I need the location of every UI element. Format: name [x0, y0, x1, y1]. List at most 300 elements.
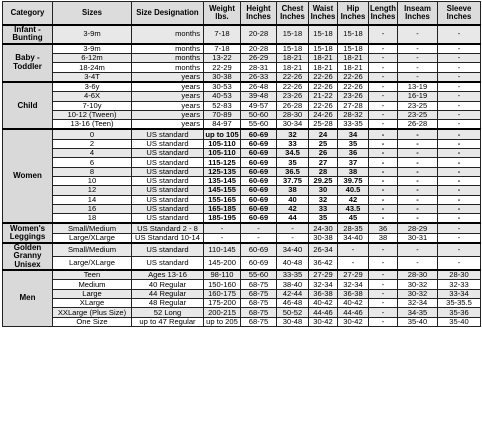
column-header-unit: Inches: [446, 12, 472, 21]
cell-waist: 18-21: [309, 63, 338, 72]
table-row: [3, 149, 481, 158]
cell-weight: 13-22: [204, 54, 241, 63]
cell-chest: -: [277, 223, 309, 233]
table-header: [3, 2, 481, 26]
cell-height: 60-69: [241, 257, 277, 271]
cell-chest: 34.5: [277, 149, 309, 158]
cell-chest: 34-40: [277, 243, 309, 257]
cell-designation: US standard: [132, 257, 204, 271]
category-cell: Women: [3, 129, 53, 223]
cell-designation: 40 Regular: [132, 280, 204, 289]
cell-height: 60-69: [241, 129, 277, 139]
cell-hip: 34: [338, 129, 369, 139]
cell-hip: 22-26: [338, 72, 369, 82]
cell-inseam: -: [398, 139, 438, 148]
cell-inseam: -: [398, 149, 438, 158]
column-header-label: Inseam: [404, 3, 431, 13]
cell-weight: 175-200: [204, 299, 241, 308]
column-header-hip: [338, 2, 369, 26]
cell-sleeve: -: [438, 233, 481, 243]
cell-weight: 30-53: [204, 82, 241, 92]
cell-inseam: -: [398, 44, 438, 54]
cell-inseam: -: [398, 63, 438, 72]
table-row: [3, 317, 481, 326]
cell-hip: 40.5: [338, 186, 369, 195]
table-row: [3, 158, 481, 167]
cell-designation: 44 Regular: [132, 289, 204, 298]
cell-waist: 32-34: [309, 280, 338, 289]
cell-inseam: -: [398, 176, 438, 185]
cell-waist: 25: [309, 139, 338, 148]
table-row: [3, 129, 481, 139]
cell-height: -: [241, 233, 277, 243]
cell-hip: 15-18: [338, 25, 369, 44]
cell-waist: 15-18: [309, 25, 338, 44]
cell-chest: 28-30: [277, 110, 309, 119]
table-row: [3, 195, 481, 204]
cell-chest: 33-35: [277, 270, 309, 280]
cell-length: -: [369, 214, 398, 224]
cell-length: -: [369, 204, 398, 213]
cell-height: 55-60: [241, 270, 277, 280]
cell-waist: 22-26: [309, 82, 338, 92]
cell-hip: 30-42: [338, 317, 369, 326]
cell-inseam: -: [398, 257, 438, 271]
cell-length: -: [369, 289, 398, 298]
cell-hip: 38: [338, 167, 369, 176]
cell-height: 60-69: [241, 214, 277, 224]
cell-waist: 32: [309, 195, 338, 204]
cell-sleeve: -: [438, 92, 481, 101]
cell-height: 60-69: [241, 176, 277, 185]
cell-sleeve: -: [438, 195, 481, 204]
cell-chest: 18-21: [277, 54, 309, 63]
cell-length: -: [369, 63, 398, 72]
cell-size: Small/Medium: [53, 243, 132, 257]
cell-chest: 33: [277, 139, 309, 148]
cell-length: -: [369, 54, 398, 63]
cell-length: -: [369, 82, 398, 92]
cell-waist: 22-26: [309, 101, 338, 110]
cell-length: -: [369, 129, 398, 139]
cell-size: Large/XLarge: [53, 233, 132, 243]
cell-weight: 52-83: [204, 101, 241, 110]
cell-size: XLarge: [53, 299, 132, 308]
cell-size: 4-6X: [53, 92, 132, 101]
cell-weight: 7-18: [204, 25, 241, 44]
cell-sleeve: 35-40: [438, 317, 481, 326]
cell-weight: 30-38: [204, 72, 241, 82]
cell-inseam: -: [398, 186, 438, 195]
cell-waist: 18-21: [309, 54, 338, 63]
cell-hip: -: [338, 257, 369, 271]
cell-height: 60-69: [241, 195, 277, 204]
cell-height: 28-31: [241, 63, 277, 72]
column-header-weight: [204, 2, 241, 26]
cell-height: 26-33: [241, 72, 277, 82]
cell-inseam: 28-30: [398, 270, 438, 280]
cell-size: Large: [53, 289, 132, 298]
table-row: [3, 82, 481, 92]
cell-sleeve: -: [438, 223, 481, 233]
column-header-height: [241, 2, 277, 26]
cell-sleeve: -: [438, 204, 481, 213]
cell-chest: 40-48: [277, 257, 309, 271]
cell-sleeve: 32-33: [438, 280, 481, 289]
cell-length: -: [369, 72, 398, 82]
cell-size: 18: [53, 214, 132, 224]
cell-hip: 42: [338, 195, 369, 204]
cell-chest: 32: [277, 129, 309, 139]
column-header-label: Sizes: [82, 7, 102, 17]
cell-inseam: -: [398, 54, 438, 63]
cell-hip: 36: [338, 149, 369, 158]
cell-chest: 30-48: [277, 317, 309, 326]
column-header-label: Height: [246, 3, 271, 13]
cell-designation: US standard: [132, 158, 204, 167]
cell-inseam: 23-25: [398, 101, 438, 110]
cell-hip: 39.75: [338, 176, 369, 185]
cell-height: 68-75: [241, 299, 277, 308]
cell-inseam: 30-32: [398, 280, 438, 289]
cell-size: 10-12 (Tween): [53, 110, 132, 119]
cell-size: 6-12m: [53, 54, 132, 63]
cell-weight: -: [204, 233, 241, 243]
cell-hip: 18-21: [338, 54, 369, 63]
category-cell: Baby - Toddler: [3, 44, 53, 82]
cell-inseam: 30-31: [398, 233, 438, 243]
cell-height: 60-69: [241, 204, 277, 213]
cell-designation: months: [132, 63, 204, 72]
cell-designation: US Standard 2 - 8: [132, 223, 204, 233]
cell-chest: 37.75: [277, 176, 309, 185]
cell-chest: 22-26: [277, 72, 309, 82]
cell-inseam: 32-34: [398, 299, 438, 308]
column-header-label: Category: [10, 7, 45, 17]
cell-height: 39-48: [241, 92, 277, 101]
cell-designation: months: [132, 54, 204, 63]
cell-sleeve: -: [438, 44, 481, 54]
cell-inseam: -: [398, 204, 438, 213]
cell-hip: 36-38: [338, 289, 369, 298]
cell-sleeve: -: [438, 186, 481, 195]
cell-weight: 185-195: [204, 214, 241, 224]
cell-chest: -: [277, 233, 309, 243]
cell-weight: 70-89: [204, 110, 241, 119]
cell-height: 68-75: [241, 308, 277, 317]
cell-size: Medium: [53, 280, 132, 289]
cell-waist: 29.25: [309, 176, 338, 185]
cell-length: -: [369, 25, 398, 44]
cell-hip: 27-28: [338, 101, 369, 110]
table-row: [3, 54, 481, 63]
table-row: [3, 257, 481, 271]
column-header-label: Weight: [209, 3, 235, 13]
cell-size: Teen: [53, 270, 132, 280]
cell-sleeve: -: [438, 82, 481, 92]
cell-waist: 36-42: [309, 257, 338, 271]
cell-length: -: [369, 110, 398, 119]
table-row: [3, 72, 481, 82]
column-header-waist: [309, 2, 338, 26]
cell-sleeve: -: [438, 25, 481, 44]
cell-chest: 15-18: [277, 44, 309, 54]
cell-hip: 15-18: [338, 44, 369, 54]
cell-sleeve: 35-35.5: [438, 299, 481, 308]
table-row: [3, 167, 481, 176]
cell-designation: US standard: [132, 243, 204, 257]
cell-waist: 24-26: [309, 110, 338, 119]
cell-designation: years: [132, 82, 204, 92]
cell-sleeve: -: [438, 120, 481, 130]
cell-length: -: [369, 243, 398, 257]
cell-length: 38: [369, 233, 398, 243]
cell-length: -: [369, 317, 398, 326]
cell-designation: Ages 13-16: [132, 270, 204, 280]
cell-sleeve: -: [438, 257, 481, 271]
cell-waist: 27-29: [309, 270, 338, 280]
cell-waist: 27: [309, 158, 338, 167]
cell-inseam: -: [398, 129, 438, 139]
table-row: [3, 92, 481, 101]
table-row: [3, 233, 481, 243]
cell-height: 49-57: [241, 101, 277, 110]
cell-weight: 150-160: [204, 280, 241, 289]
table-row: [3, 25, 481, 44]
cell-length: -: [369, 139, 398, 148]
cell-sleeve: -: [438, 149, 481, 158]
cell-sleeve: 35-36: [438, 308, 481, 317]
cell-inseam: -: [398, 195, 438, 204]
cell-waist: 28: [309, 167, 338, 176]
table-row: [3, 139, 481, 148]
table-row: [3, 120, 481, 130]
cell-designation: US standard: [132, 167, 204, 176]
cell-waist: 15-18: [309, 44, 338, 54]
column-header-label: Waist: [312, 3, 334, 13]
cell-hip: 44-46: [338, 308, 369, 317]
cell-hip: 33-35: [338, 120, 369, 130]
column-header-unit: Inches: [246, 12, 271, 21]
cell-designation: months: [132, 44, 204, 54]
cell-length: -: [369, 92, 398, 101]
cell-sleeve: -: [438, 158, 481, 167]
cell-designation: US standard: [132, 149, 204, 158]
cell-chest: 18-21: [277, 63, 309, 72]
cell-length: -: [369, 186, 398, 195]
cell-size: 14: [53, 195, 132, 204]
cell-weight: up to 105: [205, 129, 239, 139]
category-cell: Child: [3, 82, 53, 129]
cell-height: 60-69: [241, 243, 277, 257]
cell-waist: 40-42: [309, 299, 338, 308]
cell-weight: 145-155: [204, 186, 241, 195]
cell-designation: up to 47 Regular: [132, 317, 204, 326]
cell-height: 68-75: [241, 317, 277, 326]
cell-weight: 105-110: [204, 149, 241, 158]
cell-inseam: 30-32: [398, 289, 438, 298]
cell-size: 16: [53, 204, 132, 213]
cell-chest: 46-48: [277, 299, 309, 308]
cell-hip: 23-26: [338, 92, 369, 101]
table-row: [3, 101, 481, 110]
column-header-label: Hip: [346, 3, 360, 13]
cell-weight: 160-175: [204, 289, 241, 298]
cell-waist: 22-26: [309, 72, 338, 82]
cell-hip: 28-32: [338, 110, 369, 119]
cell-designation: 52 Long: [132, 308, 204, 317]
cell-inseam: -: [398, 158, 438, 167]
cell-chest: 38: [277, 186, 309, 195]
cell-weight: 7-18: [204, 44, 241, 54]
cell-designation: US standard: [132, 204, 204, 213]
cell-inseam: -: [398, 25, 438, 44]
column-header-label: Length: [370, 3, 396, 13]
cell-hip: 35: [338, 139, 369, 148]
cell-weight: 105-110: [204, 139, 241, 148]
cell-inseam: 13-19: [398, 82, 438, 92]
cell-sleeve: -: [438, 167, 481, 176]
cell-waist: 44-46: [309, 308, 338, 317]
cell-waist: 25-28: [309, 120, 338, 130]
cell-height: 20-28: [241, 25, 277, 44]
cell-designation: years: [132, 101, 204, 110]
cell-size: 0: [53, 129, 132, 139]
cell-designation: US standard: [132, 129, 204, 139]
cell-length: -: [369, 149, 398, 158]
cell-hip: 27-29: [338, 270, 369, 280]
cell-sleeve: -: [438, 214, 481, 224]
table-row: [3, 44, 481, 54]
cell-waist: 26: [309, 149, 338, 158]
cell-weight: 110-145: [204, 243, 241, 257]
cell-designation: years: [132, 110, 204, 119]
table-row: [3, 223, 481, 233]
cell-inseam: 23-25: [398, 110, 438, 119]
table-row: [3, 204, 481, 213]
cell-sleeve: -: [438, 63, 481, 72]
cell-height: 50-60: [241, 110, 277, 119]
cell-height: 60-69: [241, 149, 277, 158]
cell-inseam: 28-29: [398, 223, 438, 233]
cell-weight: 165-185: [204, 204, 241, 213]
cell-size: 7-10y: [53, 101, 132, 110]
cell-sleeve: -: [438, 139, 481, 148]
cell-designation: years: [132, 92, 204, 101]
cell-chest: 30-34: [277, 120, 309, 130]
table-row: [3, 214, 481, 224]
cell-size: 3-9m: [53, 44, 132, 54]
cell-inseam: -: [398, 243, 438, 257]
cell-size: 3-4T: [53, 72, 132, 82]
cell-inseam: 34-35: [398, 308, 438, 317]
column-header-unit: Inches: [370, 12, 396, 21]
cell-weight: 155-165: [204, 195, 241, 204]
cell-hip: 32-34: [338, 280, 369, 289]
cell-length: -: [369, 44, 398, 54]
cell-sleeve: -: [438, 72, 481, 82]
cell-length: -: [369, 120, 398, 130]
cell-height: 60-69: [241, 139, 277, 148]
column-header-label: Sleeve: [446, 3, 472, 13]
cell-sleeve: -: [438, 101, 481, 110]
cell-length: -: [369, 257, 398, 271]
cell-length: -: [369, 280, 398, 289]
cell-waist: 26-34: [309, 243, 338, 257]
cell-weight: 22-29: [204, 63, 241, 72]
cell-length: -: [369, 101, 398, 110]
table-row: [3, 243, 481, 257]
column-header-size-designation: [132, 2, 204, 26]
cell-chest: 42: [277, 204, 309, 213]
cell-designation: months: [132, 25, 204, 44]
table-row: [3, 63, 481, 72]
cell-length: -: [369, 308, 398, 317]
cell-weight: 84-97: [204, 120, 241, 130]
cell-chest: 15-18: [277, 25, 309, 44]
table-row: [3, 289, 481, 298]
cell-size: 12: [53, 186, 132, 195]
cell-designation: US standard: [132, 195, 204, 204]
column-header-inseam: [398, 2, 438, 26]
cell-hip: 37: [338, 158, 369, 167]
cell-hip: 34-40: [338, 233, 369, 243]
cell-chest: 23-26: [277, 92, 309, 101]
cell-hip: 43.5: [338, 204, 369, 213]
cell-length: -: [369, 195, 398, 204]
cell-weight: 40-53: [204, 92, 241, 101]
cell-inseam: -: [398, 214, 438, 224]
cell-designation: US standard: [132, 139, 204, 148]
cell-height: -: [241, 223, 277, 233]
cell-hip: 22-26: [338, 82, 369, 92]
cell-height: 55-60: [241, 120, 277, 130]
cell-height: 20-28: [241, 44, 277, 54]
cell-chest: 42-44: [277, 289, 309, 298]
cell-weight: 98-110: [204, 270, 241, 280]
table-row: [3, 176, 481, 185]
column-header-sleeve: [438, 2, 481, 26]
cell-waist: 30: [309, 186, 338, 195]
cell-weight: 135-145: [204, 176, 241, 185]
cell-chest: 35: [277, 158, 309, 167]
cell-sleeve: -: [438, 243, 481, 257]
column-header-unit: Inches: [310, 12, 336, 21]
cell-hip: 18-21: [338, 63, 369, 72]
column-header-length: [369, 2, 398, 26]
cell-height: 68-75: [241, 280, 277, 289]
cell-designation: years: [132, 72, 204, 82]
cell-waist: 33: [309, 204, 338, 213]
cell-designation: years: [132, 120, 204, 130]
cell-hip: 28-35: [338, 223, 369, 233]
cell-waist: 24-30: [309, 223, 338, 233]
table-row: [3, 299, 481, 308]
category-cell: Infant - Bunting: [3, 25, 53, 44]
table-body: [3, 25, 481, 326]
cell-waist: 30-38: [309, 233, 338, 243]
category-cell: Golden Granny Unisex: [3, 243, 53, 270]
cell-size: 18-24m: [53, 63, 132, 72]
cell-designation: US standard: [132, 176, 204, 185]
cell-length: 36: [369, 223, 398, 233]
table-row: [3, 110, 481, 119]
cell-chest: 40: [277, 195, 309, 204]
category-cell: Men: [3, 270, 53, 326]
size-chart-table: [2, 1, 481, 327]
cell-waist: 36-38: [309, 289, 338, 298]
cell-size: 8: [53, 167, 132, 176]
